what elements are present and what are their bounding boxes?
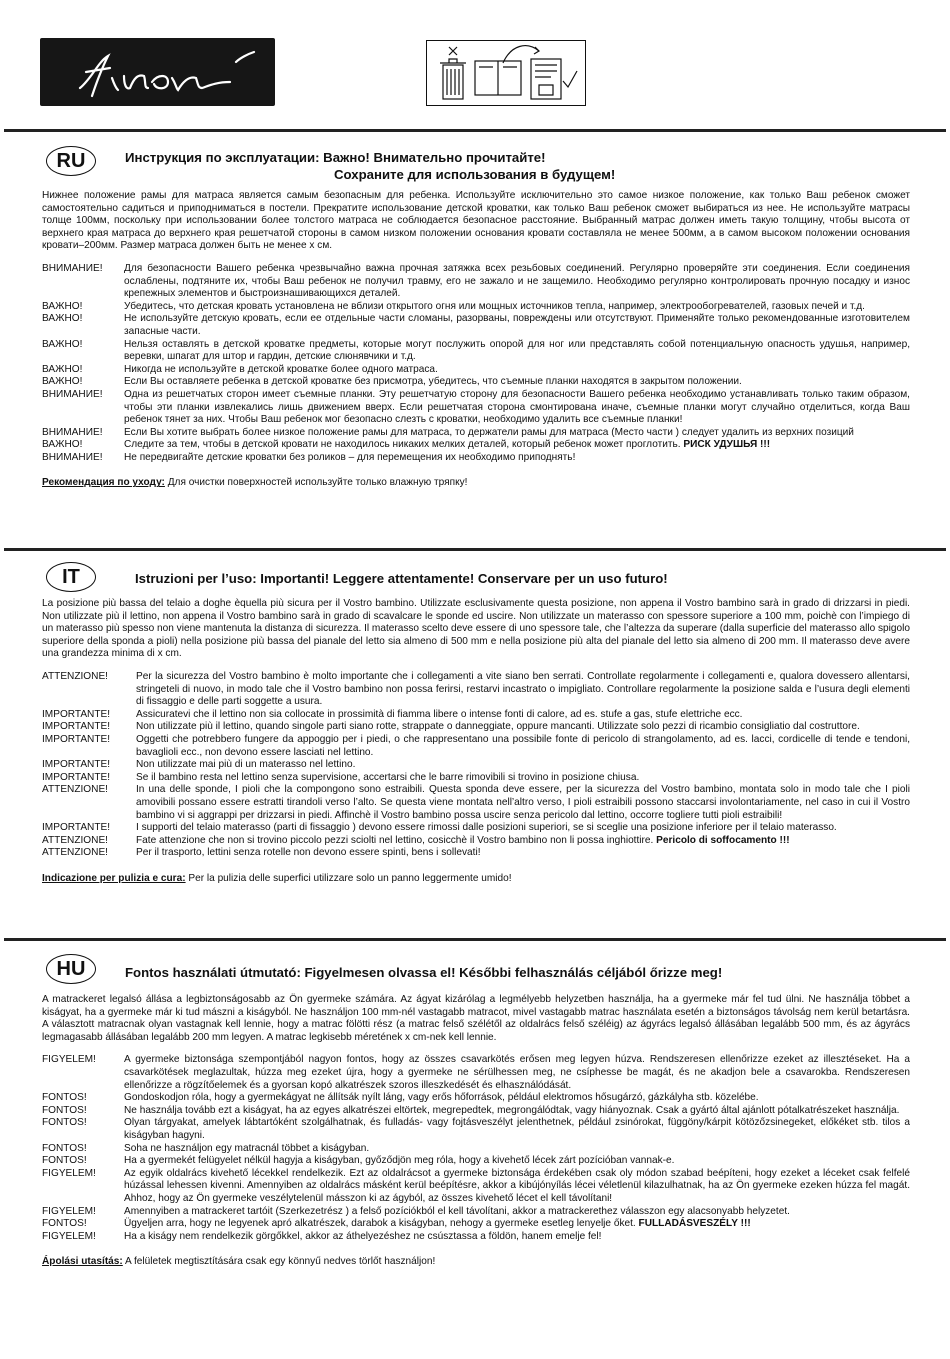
warning-text [124,452,910,465]
warning-body: I supporti del telaio materasso (parti di fissaggio ) devono essere rimossi dalle posizioni superiori, se si sceglie una posizione inferiore per il telaio materasso. [136,822,837,834]
warning-item [42,1105,910,1118]
warning-text [136,709,910,722]
warning-body: Per la sicurezza del Vostro bambino è molto importante che i collegamenti a vite siano ben serrati. Controllate regolarmente i collegamenti e, qualora dovessero allentarsi, stringeteli di nuovo, in modo tale che il Vostro bambino non possa ferirsi, restarvi incastrato o impigliato. Controllare regolarmente la posizione salda e l’usura degli elementi di fissaggio e delle parti soggette a usura. [136,670,910,708]
warning-body: Следите за тем, чтобы в детской кровати не находилось никаких мелких деталей, который ребенок может проглотить. [124,439,681,451]
warning-text [136,734,910,759]
warning-text [136,835,910,848]
care-label: Рекомендация по уходу: [42,477,165,489]
warning-text [124,1231,910,1244]
section-divider [4,938,946,941]
section-header [42,146,910,184]
warning-label: ATTENZIONE! [42,784,108,796]
warning-item [42,835,910,848]
warnings-list [42,1054,910,1243]
warning-label: IMPORTANTE! [42,721,111,733]
warning-label: IMPORTANTE! [42,708,111,720]
warning-text [124,313,910,338]
care-note [42,873,910,886]
warning-label: ВАЖНО! [42,313,83,325]
warning-item [42,721,910,734]
warning-label: FONTOS! [42,1218,87,1230]
section-header [42,954,910,992]
warning-body: In una delle sponde, I pioli che la compongono sono estraibili. Questa sponda deve essere, per la sicurezza del Vostro bambino, montata solo in modo tale che I pioli amovibili possano essere estratti tirandoli verso l’alto. Se questa viene montata nell’altro verso, I pioli estraibili possono staccarsi involontariamente, nel caso in cui il Vostro bambino vi si aggrappi per drizzarsi in piedi. Affinchè il Vostro bambino possa uscire senza pericolo dal lettino, occorre togliere tutti pioli estraibili! [136,784,910,821]
intro-paragraph: La posizione più bassa del telaio a doghe èquella più sicura per il Vostro bambino. Utilizzate esclusivamente questa posizione, non appena il Vostro bambino sarà in grado di drizzarsi in piedi. Non utilizzate più il lettino, non appena il Vostro bambino sarà in grado di scavalcare le sponde ed uscire. Non utilizzate un materasso con spessore superiore a 100 mm, poichè con l’impiego di un materasso più spesso non viene mantenuta la distanza di sicurezza. Il materasso scelto deve essere di uno spessore tale, che l’altezza da superare (dalla superficie del materasso allo spigolo superiore della sponda a pioli) nella posizione più bassa del pianale del letto sia almeno di 500 mm e nella posizione più alta del pianale del letto sia almeno di 200 mm. Il materasso deve avere una grandezza minima di x cm. [42,598,910,660]
risk-emphasis: Pericolo di soffocamento !!! [656,834,790,846]
warning-text [124,1155,910,1168]
warning-item [42,263,910,301]
warning-text [124,389,910,427]
section-title: Инструкция по эксплуатации: Важно! Внимательно прочитайте! Сохраните для использования в будущем! [125,150,616,182]
warning-label: FONTOS! [42,1155,87,1167]
warning-body: Assicuratevi che il lettino non sia collocate in prossimità di fiamma libere o intense fonti di calore, ad es. stufe a gas, stufe elettriche ecc. [136,708,743,720]
warning-body: Не передвигайте детские кроватки без роликов – для перемещения их необходимо приподнять! [124,451,576,463]
warning-label: IMPORTANTE! [42,771,111,783]
warning-body: Se il bambino resta nel lettino senza supervisione, accertarsi che le barre rimovibili si trovino in posizione chiusa. [136,771,640,783]
warning-body: Для безопасности Вашего ребенка чрезвычайно важна прочная затяжка всех резьбовых соединений. Регулярно проверяйте эти соединения. Если соединения ослаблены, подтяните их, чтобы Ваш ребенок не получил травму, его не зажало и не защемило. Необходимо регулярно контролировать прочную посадку и износ крепежных элементов и быстроизнашивающихся деталей. [124,262,910,300]
warning-label: FIGYELEM! [42,1054,96,1066]
warning-label: ВНИМАНИЕ! [42,426,103,438]
risk-emphasis: FULLADÁSVESZÉLY !!! [638,1218,751,1230]
section-title: Fontos használati útmutató: Figyelmesen olvassa el! Későbbi felhasználás céljából őrizze meg! [125,965,723,980]
section-header [42,560,910,598]
warning-label: FIGYELEM! [42,1167,96,1179]
warning-text [124,1105,910,1118]
warning-item [42,709,910,722]
care-note [42,477,910,490]
warning-item [42,313,910,338]
brand-logo [40,38,275,106]
warning-label: IMPORTANTE! [42,759,111,771]
warning-label: ATTENZIONE! [42,670,108,682]
language-badge: IT [46,562,96,592]
warning-text [124,364,910,377]
language-badge: RU [46,146,96,176]
warning-text [136,822,910,835]
care-text: A felületek megtisztítására csak egy könnyű nedves törlőt használjon! [122,1256,436,1268]
warning-body: Az egyik oldalrács kivehető lécekkel rendelkezik. Ezt az oldalrácsot a gyermeke biztonsága érdekében csak oly módon szabad beépíteni, hogy ezeket a léceket csak felfelé húzással lehessen kivenni. Amennyiben az oldalrács másként kerül beépítésre, akkor a kibújónyílás lécei véletlenül kilazulhatnak, ha az Ön gyermeke ezeken húzza fel magát. Ahhoz, hogy az Ön gyermeke veszélytelenül másszon ki az ágyból, az összes kivehető lécet el kell távolítani! [124,1167,910,1204]
care-text: Per la pulizia delle superfici utilizzare solo un panno leggermente umido! [185,872,512,884]
warning-label: FONTOS! [42,1104,87,1116]
warning-item [42,1206,910,1219]
warning-body: Non utilizzate più il lettino, quando singole parti siano rotte, strappate o danneggiate, oppure mancanti. Utilizzate solo pezzi di ricambio consigliatio dal costruttore. [136,721,860,733]
warning-item [42,1168,910,1206]
warning-item [42,1231,910,1244]
warning-item [42,1054,910,1092]
disposal-pictogram [427,41,585,105]
warning-item [42,1092,910,1105]
section-title: Istruzioni per l’uso: Importanti! Leggere attentamente! Conservare per un uso futuro! [135,571,668,586]
warning-body: Soha ne használjon egy matracnál többet a kiságyban. [124,1142,370,1154]
warning-item [42,759,910,772]
warning-label: ВНИМАНИЕ! [42,388,103,400]
warning-body: Если Вы оставляете ребенка в детской кроватке без присмотра, убедитесь, что съемные планки находятся в закрытом положении. [124,376,742,388]
warning-text [136,759,910,772]
warning-item [42,822,910,835]
warning-label: ВАЖНО! [42,300,83,312]
warning-text [136,772,910,785]
warning-item [42,376,910,389]
warning-text [124,1168,910,1206]
warning-text [136,847,910,860]
warning-label: FONTOS! [42,1142,87,1154]
warning-item [42,427,910,440]
logo-script [40,38,275,106]
warning-item [42,671,910,709]
warning-item [42,439,910,452]
warning-text [124,1206,910,1219]
warning-item [42,1218,910,1231]
section-divider [4,129,946,132]
care-label: Indicazione per pulizia e cura: [42,872,186,884]
warning-body: Oggetti che potrebbero fungere da appoggio per i piedi, o che rappresentano una possibile fonte di pericolo di strangolamento, ad es. lacci, cordicelle di tende e tendoni, bavaglioli ecc., non devono essere lasciati nel lettino. [136,733,910,758]
section-ru [42,146,910,490]
warning-body: Одна из решетчатых сторон имеет съемные планки. Эту решетчатую сторону для безопасности Вашего ребенка необходимо устанавливать только таким образом, чтобы эти планки извлекались лишь движением вверх. Если решетчатая сторона смонтирована иначе, съемные планки могут случайно отделиться, когда Ваш ребенок тянет за них. Чтобы Ваш ребенок мог безопасно слезть с кроватки, необходимо удалить все съемные планки! [124,388,910,426]
warning-label: IMPORTANTE! [42,733,111,745]
warning-body: Никогда не используйте в детской кроватке более одного матраса. [124,363,438,375]
warning-text [124,1143,910,1156]
warning-text [124,1117,910,1142]
care-text: Для очистки поверхностей используйте только влажную тряпку! [164,477,468,489]
warning-text [124,263,910,301]
warning-body: Нельзя оставлять в детской кроватке предметы, которые могут послужить опорой для ног или представлять собой потенциальную опасность удушья, например, веревки, шпагат для штор и гардин, детские слюнявчики и т.д. [124,338,910,363]
warning-item [42,339,910,364]
warning-body: Не используйте детскую кровать, если ее отдельные части сломаны, разорваны, повреждены или отсутствуют. Применяйте только рекомендованные изготовителем запасные части. [124,313,910,337]
warning-body: Per il trasporto, lettini senza rotelle non devono essere spinti, bens i sollevati! [136,847,481,859]
warning-item [42,1117,910,1142]
warning-body: Fate attenzione che non si trovino piccolo pezzi sciolti nel lettino, cosicchè il Vostro bambino non li possa inghiottire. [136,834,654,846]
warning-body: A gyermeke biztonsága szempontjából nagyon fontos, hogy az összes csavarkötés erősen meg legyen húzva. Rendszeresen ellenőrizze ezeket az illesztéseket. Ha a csavarkötések meglazultak, húzza meg ezeket újra, hogy a gyermeke ne sérülhessen meg, ne csíphesse be magát, és ne akadjon bele a csavarokba. Rendszeresen ellenőrizze a rögzítőelemek és a gyorsan kopó alkatrészek szoros illeszkedését és elhasználódását. [124,1054,910,1091]
warning-label: ВНИМАНИЕ! [42,451,103,463]
warning-text [124,301,910,314]
warning-text [124,339,910,364]
warnings-list [42,671,910,860]
section-it [42,560,910,885]
section-divider [4,548,946,551]
warning-item [42,784,910,822]
warning-item [42,1155,910,1168]
warning-label: FIGYELEM! [42,1205,96,1217]
warning-text [124,1054,910,1092]
intro-paragraph: A matrackeret legalsó állása a legbiztonságosabb az Ön gyermeke számára. Az ágyat kizárólag a legmélyebb helyzetben használja, ha a gyermeke már fel tud ülni. Ne használja többet a kiságyat, ha a gyermeke már ki tud mászni a kiságyból. Ne használjon 100 mm-nél vastagabb matracot, mivel vastagabb matrac használata esetén a biztonságos távolság nem kerül betartásra. A választott matracnak olyan vastagnak kell lennie, hogy a matrac fölötti rész (a matrac felső szélétől az oldalrács felső széléig) az ágyrács legalsó állásában legalább 500 mm, és az ágyrács legmagasabb állásában legalább 200 mm legyen. A matrac legkisebb méretének x cm-nek kell lennie. [42,994,910,1043]
warning-label: ВНИМАНИЕ! [42,262,103,274]
warning-body: Ha a gyermekét felügyelet nélkül hagyja a kiságyban, győződjön meg róla, hogy a kivehető lécek zárt pozícióban vannak-e. [124,1155,675,1167]
warning-label: ВАЖНО! [42,338,83,350]
warning-label: FONTOS! [42,1117,87,1129]
warning-item [42,452,910,465]
recycle-instructions-icon [426,40,586,106]
warning-body: Ha a kiságy nem rendelkezik görgőkkel, akkor az áthelyezéshez ne csúsztassa a földön, hanem emelje fel! [124,1230,602,1242]
warning-body: Olyan tárgyakat, amelyek lábtartóként szolgálhatnak, és fulladás- vagy fojtásveszélyt jelenthetnek, például zsinórokat, függöny/kárpit kötözőzsinegeket, előkéket stb. tilos a kiságyban hagyni. [124,1117,910,1141]
section-hu [42,954,910,1269]
warning-text [124,439,910,452]
warning-label: ВАЖНО! [42,439,83,451]
warning-item [42,1143,910,1156]
warning-body: Ne használja tovább ezt a kiságyat, ha az egyes alkatrészei eltörtek, megrepedtek, megrongálódtak, vagy hiányoznak. Csak a gyártó által ajánlott pótalkatrészeket használja. [124,1104,900,1116]
warning-item [42,772,910,785]
language-badge: HU [46,954,96,984]
warning-label: ATTENZIONE! [42,834,108,846]
risk-emphasis: РИСК УДУШЬЯ !!! [683,439,771,451]
warning-text [136,671,910,709]
warning-body: Если Вы хотите выбрать более низкое положение рамы для матраса, то держатели рамы для матраса (Место части ) следует удалить из верхних позиций [124,426,854,438]
warning-item [42,364,910,377]
warning-text [136,784,910,822]
warning-item [42,734,910,759]
care-label: Ápolási utasítás: [42,1256,123,1268]
warning-label: FIGYELEM! [42,1230,96,1242]
warning-body: Non utilizzate mai più di un materasso nel lettino. [136,759,356,771]
warning-body: Gondoskodjon róla, hogy a gyermekágyat ne állítsák nyílt láng, vagy erős hőforrások, például elektromos hősugárzó, gázkályha stb. közelébe. [124,1092,759,1104]
intro-paragraph: Нижнее положение рамы для матраса является самым безопасным для ребенка. Используйте исключительно это самое низкое положение, как только Ваш ребенок сможет самостоятельно садиться и приподниматься в постели. Прекратите использование детской кроватки, как только Ваш ребенок сможет выбираться из нее. Не используйте матрасы толще 100мм, поскольку при использовании более толстого матраса не соблюдается безопасное расстояние. Выбранный матрас должен иметь такую толщину, чтобы высота от верхнего края матраса до верхнего края решетчатой стороны в самом низком положении основания кровати составляла не менее 500мм, а в самом высоком положении основания кровати–200мм. Размер матраса должен быть не менее x см. [42,190,910,252]
warning-body: Ügyeljen arra, hogy ne legyenek apró alkatrészek, darabok a kiságyban, nehogy a gyermeke esetleg lenyelje őket. [124,1218,636,1230]
warning-item [42,847,910,860]
warning-label: ATTENZIONE! [42,847,108,859]
warning-label: IMPORTANTE! [42,822,111,834]
warning-text [136,721,910,734]
warning-item [42,389,910,427]
warning-text [124,1218,910,1231]
care-note [42,1256,910,1269]
warning-text [124,427,910,440]
warning-label: ВАЖНО! [42,363,83,375]
warning-item [42,301,910,314]
warning-text [124,376,910,389]
warning-label: FONTOS! [42,1092,87,1104]
warnings-list [42,263,910,465]
warning-body: Убедитесь, что детская кровать установлена не вблизи открытого огня или мощных источников тепла, например, электрообогревателей, газовых печей и т.д. [124,300,865,312]
warning-label: ВАЖНО! [42,376,83,388]
warning-body: Amennyiben a matrackeret tartóit (Szerkezetrész ) a felső pozíciókból el kell távolítani, akkor a matrackerethez válasszon egy alacsonyabb helyzetet. [124,1205,790,1217]
warning-text [124,1092,910,1105]
